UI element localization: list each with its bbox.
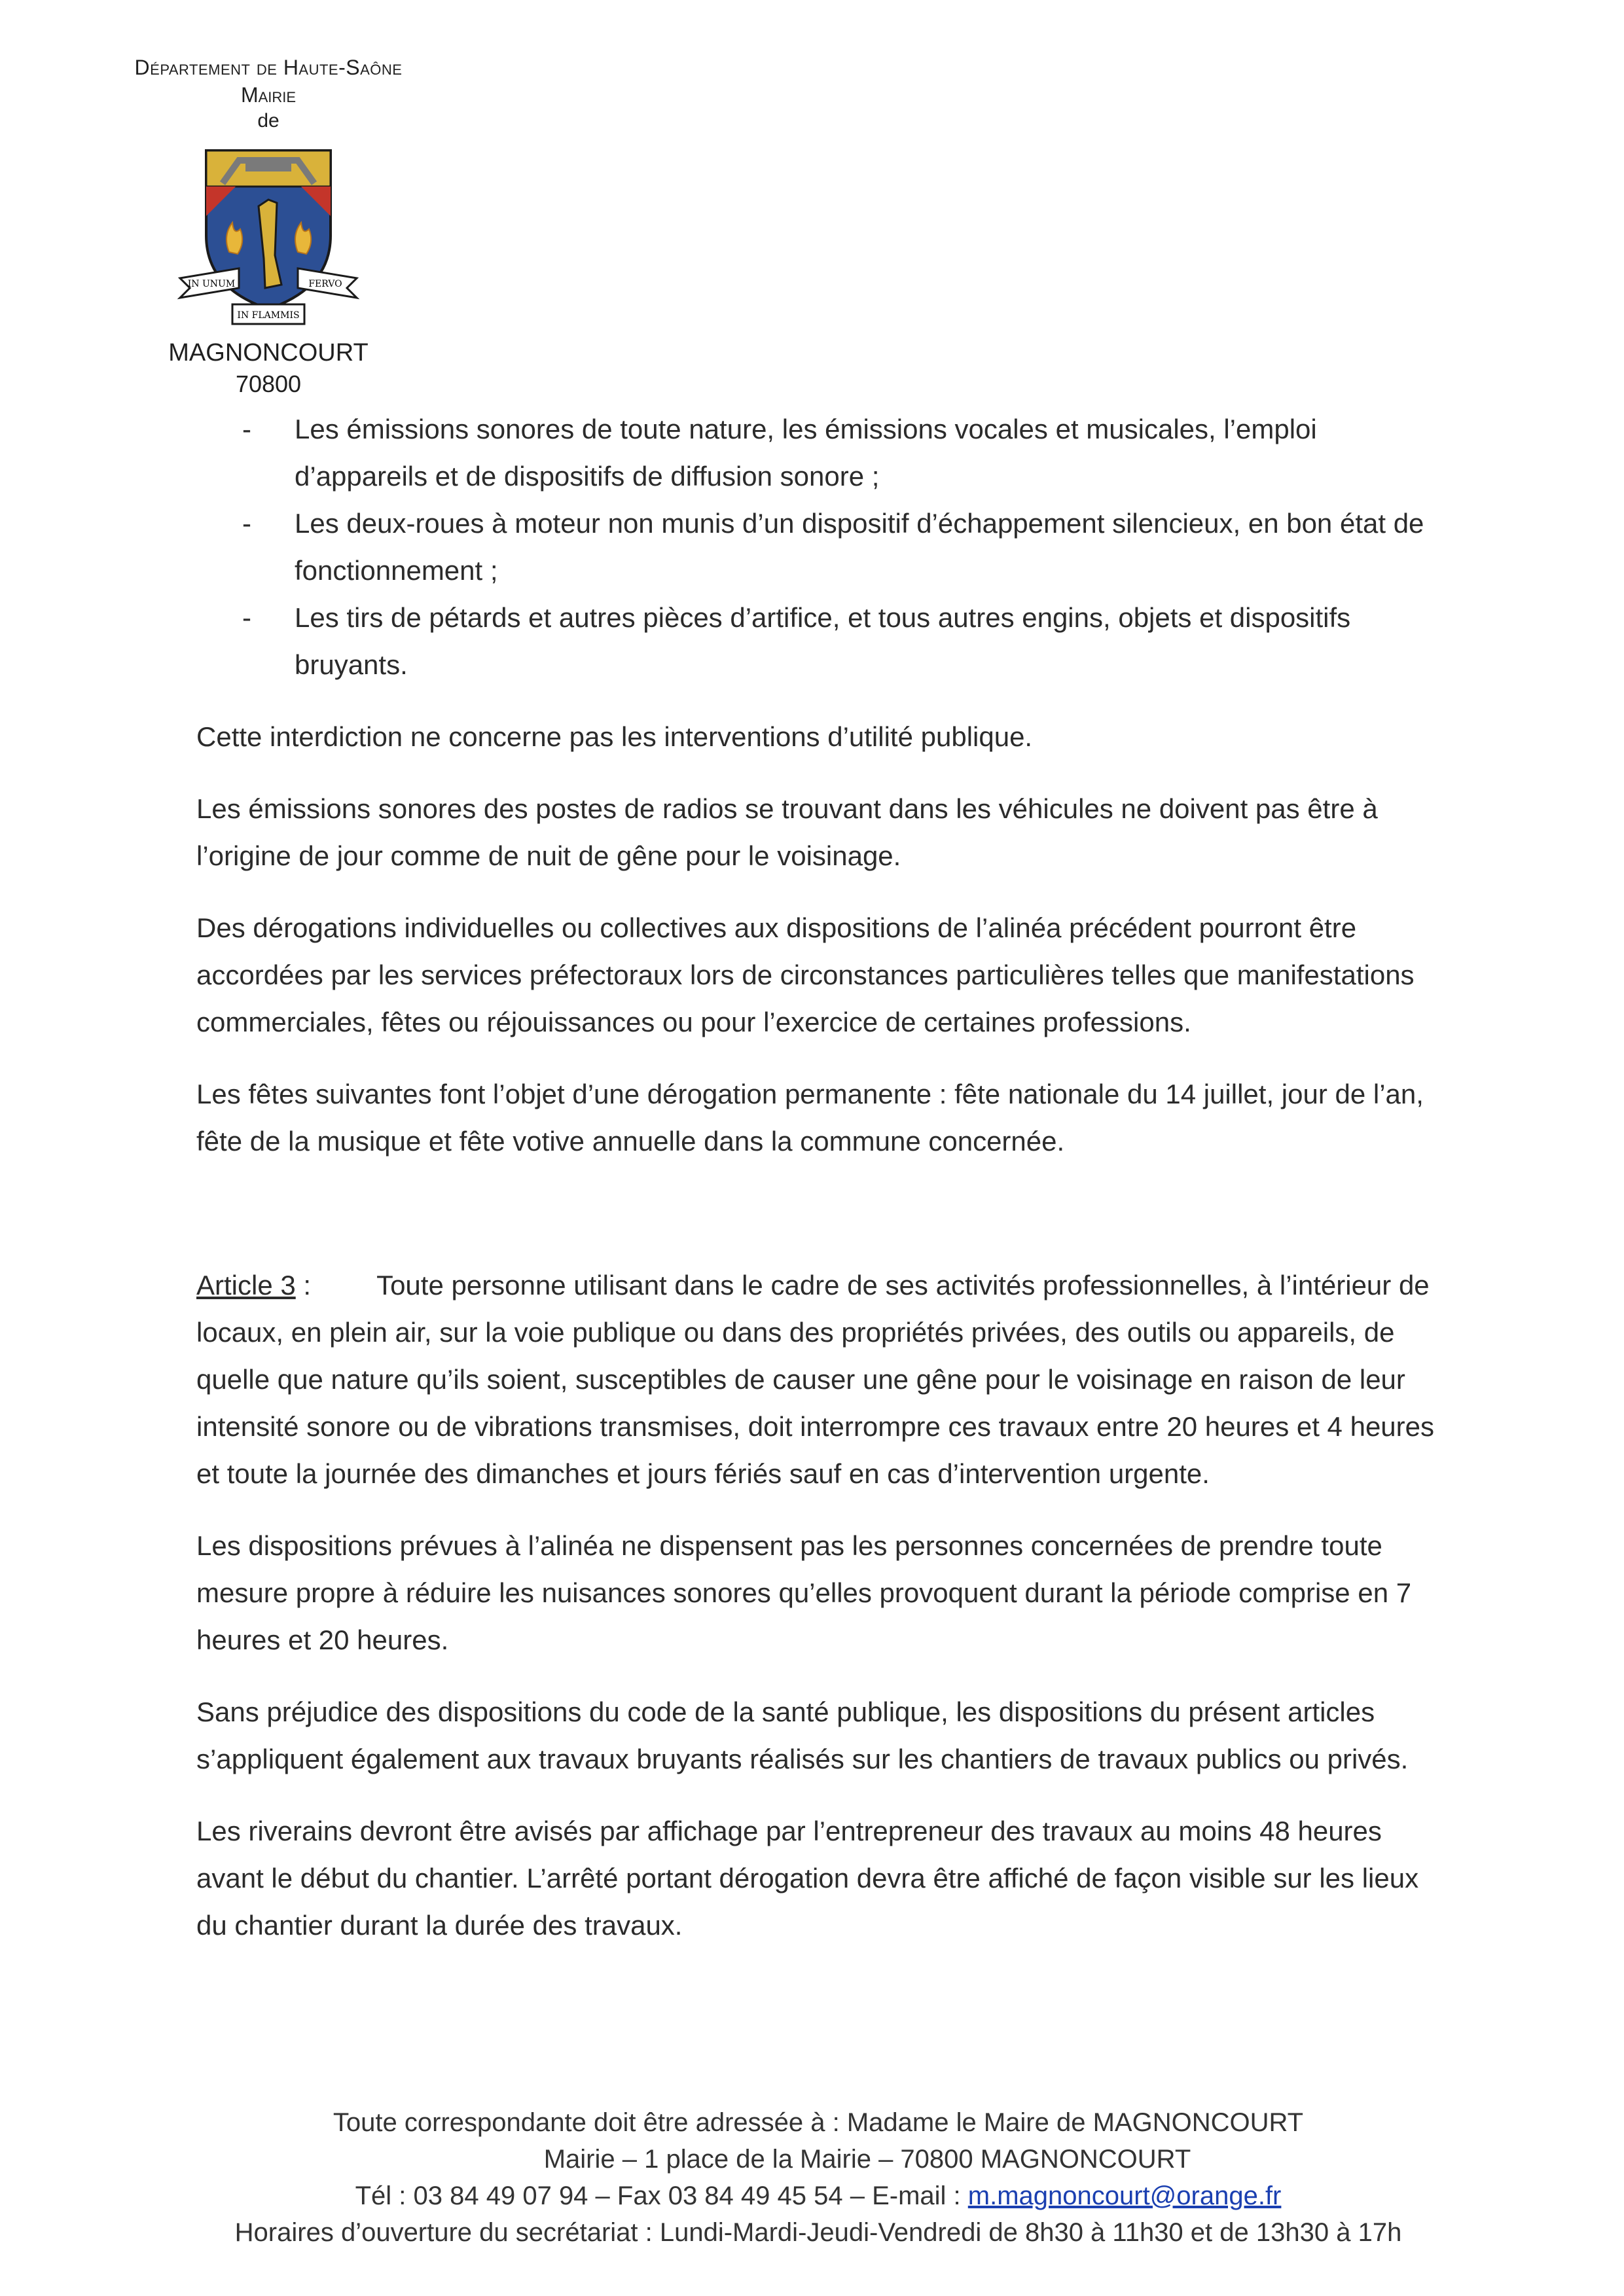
motto-right: FERVO bbox=[308, 279, 342, 289]
department-name: Département de Haute-Saône bbox=[134, 56, 403, 79]
postcode: 70800 bbox=[235, 370, 302, 397]
footer bbox=[164, 2104, 1473, 2251]
motto-bottom: IN FLAMMIS bbox=[237, 310, 300, 321]
bullet-text: Les tirs de pétards et autres pièces d’artifice, et tous autres engins, objets et dispositifs bruyants. bbox=[295, 602, 1351, 680]
paragraph: Les fêtes suivantes font l’objet d’une dérogation permanente : fête nationale du 14 juillet, jour de l’an, fête de la musique et fête votive annuelle dans la commune concernée. bbox=[196, 1079, 1424, 1157]
de-label: de bbox=[257, 110, 280, 132]
list-item bbox=[196, 406, 1440, 500]
article-separator: : bbox=[295, 1270, 312, 1300]
article-heading: Article 3 bbox=[196, 1270, 296, 1300]
coat-of-arms-icon bbox=[160, 137, 376, 334]
paragraph: Des dérogations individuelles ou collectives aux dispositions de l’alinéa précédent pourront être accordées par les services préfectoraux lors de circonstances particulières telles que manifestations commerciales, fêtes ou réjouissances ou pour l’exercice de certaines professions. bbox=[196, 912, 1415, 1037]
letterhead bbox=[98, 54, 439, 399]
bullet-marker: - bbox=[242, 508, 251, 539]
footer-correspondence: Toute correspondante doit être adressée à : Madame le Maire de MAGNONCOURT bbox=[333, 2108, 1304, 2137]
document-body bbox=[196, 406, 1440, 1974]
paragraph: Les émissions sonores des postes de radios se trouvant dans les véhicules ne doivent pas être à l’origine de jour comme de nuit de gêne pour le voisinage. bbox=[196, 793, 1378, 871]
article-first-paragraph: Toute personne utilisant dans le cadre de ses activités professionnelles, à l’intérieur de locaux, en plein air, sur la voie publique ou dans des propriétés privées, des outils ou appareils, de quelle que nature qu’ils soient, susceptibles de causer une gêne pour le voisinage en raison de leur intensité sonore ou de vibrations transmises, doit interrompre ces travaux entre 20 heures et 4 heures et toute la journée des dimanches et jours fériés sauf en cas d’intervention urgente. bbox=[196, 1270, 1435, 1489]
mairie-label: Mairie bbox=[240, 83, 297, 107]
motto-left: IN UNUM bbox=[187, 279, 236, 289]
bullet-marker: - bbox=[242, 414, 251, 444]
list-item bbox=[196, 594, 1440, 689]
bullet-text: Les émissions sonores de toute nature, les émissions vocales et musicales, l’emploi d’appareils et de dispositifs de diffusion sonore ; bbox=[295, 414, 1317, 492]
list-item bbox=[196, 500, 1440, 594]
footer-hours: Horaires d’ouverture du secrétariat : Lundi-Mardi-Jeudi-Vendredi de 8h30 à 11h30 et de 13h30 à 17h bbox=[234, 2218, 1402, 2247]
bullet-list bbox=[196, 406, 1440, 689]
bullet-marker: - bbox=[242, 602, 251, 633]
footer-address: Mairie – 1 place de la Mairie – 70800 MAGNONCOURT bbox=[543, 2145, 1191, 2174]
email-link[interactable]: m.magnoncourt@orange.fr bbox=[967, 2181, 1282, 2210]
town-name: MAGNONCOURT bbox=[168, 339, 369, 367]
article-3 bbox=[196, 1262, 1440, 1498]
paragraph: Les riverains devront être avisés par affichage par l’entrepreneur des travaux au moins 48 heures avant le début du chantier. L’arrêté portant dérogation devra être affiché de façon visible sur les lieux du chantier durant la durée des travaux. bbox=[196, 1816, 1419, 1941]
footer-phone-fax: Tél : 03 84 49 07 94 – Fax 03 84 49 45 54 – E-mail : bbox=[355, 2181, 968, 2210]
paragraph: Les dispositions prévues à l’alinéa ne dispensent pas les personnes concernées de prendre toute mesure propre à réduire les nuisances sonores qu’elles provoquent durant la période comprise en 7 heures et 20 heures. bbox=[196, 1530, 1412, 1655]
paragraph: Sans préjudice des dispositions du code de la santé publique, les dispositions du présent articles s’appliquent également aux travaux bruyants réalisés sur les chantiers de travaux publics ou privés. bbox=[196, 1696, 1409, 1774]
footer-contact bbox=[164, 2178, 1473, 2214]
paragraph: Cette interdiction ne concerne pas les interventions d’utilité publique. bbox=[196, 721, 1033, 752]
bullet-text: Les deux-roues à moteur non munis d’un dispositif d’échappement silencieux, en bon état de fonctionnement ; bbox=[295, 508, 1424, 586]
